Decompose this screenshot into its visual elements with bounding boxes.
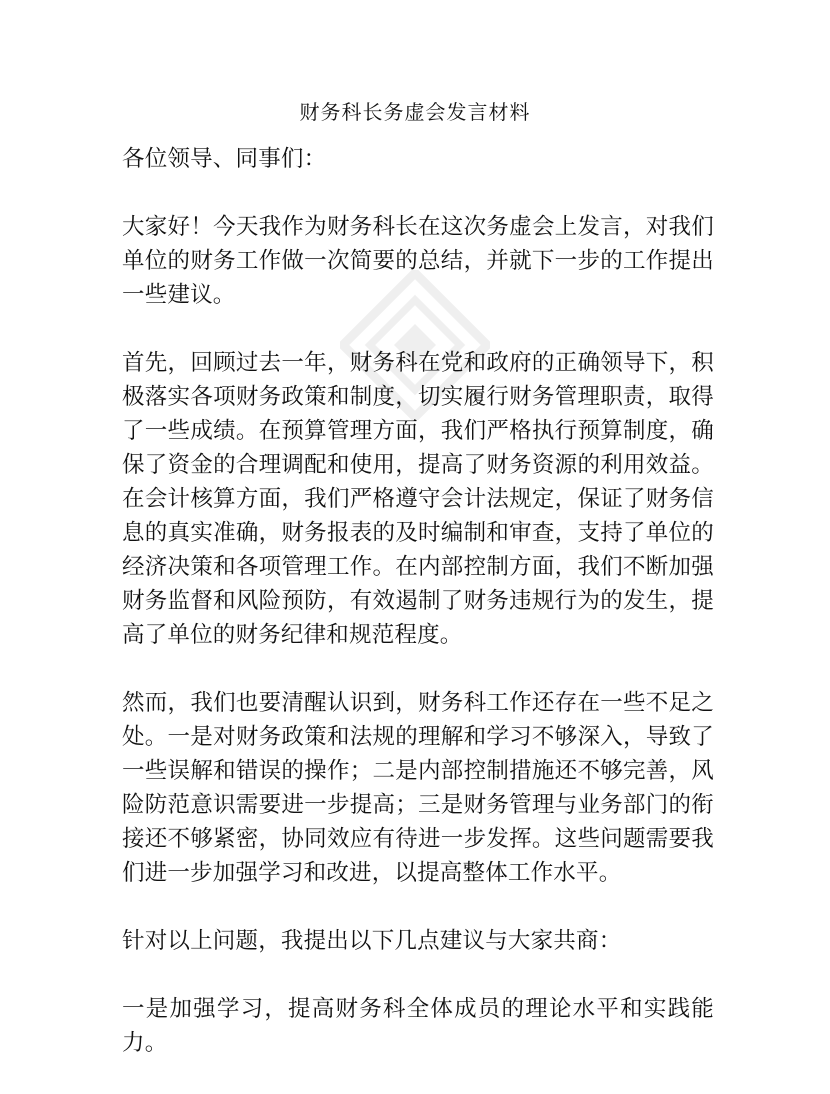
intro-paragraph: 大家好！今天我作为财务科长在这次务虚会上发言，对我们单位的财务工作做一次简要的总结，并就下一步的工作提出一些建议。 — [122, 214, 714, 308]
issues-paragraph: 然而，我们也要清醒认识到，财务科工作还存在一些不足之处。一是对财务政策和法规的理解和学习不够深入，导致了一些误解和错误的操作；二是内部控制措施还不够完善，风险防范意识需要进一步提高；三是财务管理与业务部门的衔接还不够紧密，协同效应有待进一步发挥。这些问题需要我们进一步加强学习和改进，以提高整体工作水平。 — [122, 690, 714, 886]
review-paragraph: 首先，回顾过去一年，财务科在党和政府的正确领导下，积极落实各项财务政策和制度，切实履行财务管理职责，取得了一些成绩。在预算管理方面，我们严格执行预算制度，确保了资金的合理调配和使用，提高了财务资源的利用效益。在会计核算方面，我们严格遵守会计法规定，保证了财务信息的真实准确，财务报表的及时编制和审查，支持了单位的经济决策和各项管理工作。在内部控制方面，我们不断加强财务监督和风险预防，有效遏制了财务违规行为的发生，提高了单位的财务纪律和规范程度。 — [122, 350, 714, 648]
document-body — [122, 142, 714, 1094]
greeting-paragraph: 各位领导、同事们： — [122, 146, 327, 172]
suggestions-intro-paragraph: 针对以上问题，我提出以下几点建议与大家共商： — [122, 928, 622, 954]
suggestion-one-paragraph: 一是加强学习，提高财务科全体成员的理论水平和实践能力。 — [122, 996, 714, 1056]
document-title: 财务科长务虚会发言材料 — [299, 100, 531, 124]
